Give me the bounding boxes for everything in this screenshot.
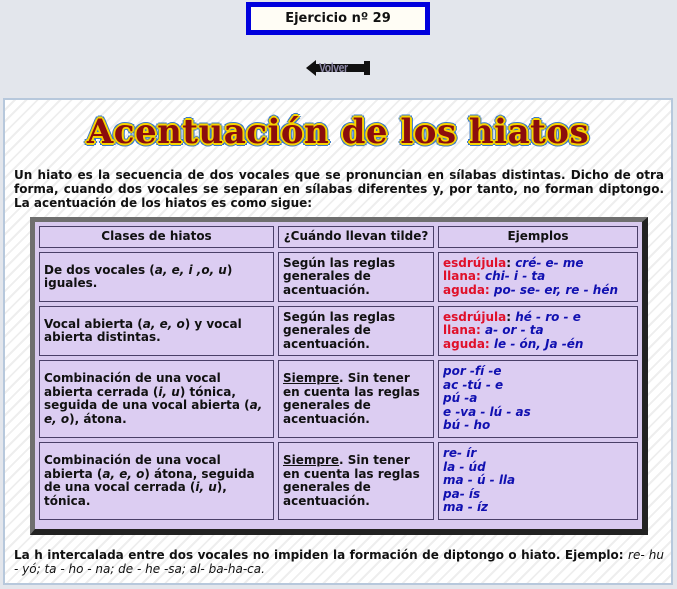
tilde-cell: Siempre. Sin tener en cuenta las reglas generales de acentuación. bbox=[278, 442, 434, 520]
tilde-cell: Siempre. Sin tener en cuenta las reglas generales de acentuación. bbox=[278, 360, 434, 438]
ejemplos-cell: esdrújula: cré- e- me llana: chi- i - ta aguda: po- se- er, re - hén bbox=[438, 252, 638, 302]
ejemplos-cell: re- ír la - úd ma - ú - lla pa- ís ma - íz bbox=[438, 442, 638, 520]
table-header-row bbox=[39, 226, 638, 248]
tilde-cell: Según las reglas generales de acentuación. bbox=[278, 252, 434, 302]
table-row bbox=[39, 360, 638, 438]
ejemplos-cell: por -fí -e ac -tú - e pú -a e -va - lú - as bú - ho bbox=[438, 360, 638, 438]
header-clases: Clases de hiatos bbox=[39, 226, 274, 248]
tilde-cell: Según las reglas generales de acentuación. bbox=[278, 306, 434, 356]
intro-paragraph: Un hiato es la secuencia de dos vocales que se pronuncian en sílabas distintas. Dicho de otra forma, cuando dos vocales se separan en sílabas diferentes y, por tanto, no forman diptongo. La acentuación de los hiatos es como sigue: bbox=[14, 168, 664, 210]
hiatos-table-frame bbox=[30, 217, 648, 535]
header-tilde: ¿Cuándo llevan tilde? bbox=[278, 226, 434, 248]
back-button-label: Volver bbox=[319, 60, 348, 75]
table-row bbox=[39, 252, 638, 302]
page-title: Acentuación de los hiatos bbox=[86, 112, 590, 152]
header-ejemplos: Ejemplos bbox=[438, 226, 638, 248]
table-row bbox=[39, 306, 638, 356]
table-row bbox=[39, 442, 638, 520]
note-examples: re- hu - yó; ta - ho - na; de - he -sa; al- ba-ha-ca. bbox=[14, 548, 664, 576]
clase-cell: Vocal abierta (a, e, o) y vocal abierta distintas. bbox=[39, 306, 274, 356]
content-panel bbox=[3, 98, 673, 585]
back-button[interactable] bbox=[306, 60, 370, 76]
ejemplos-cell: esdrújula: hé - ro - e llana: a- or - ta aguda: le - ón, Ja -én bbox=[438, 306, 638, 356]
clase-cell: Combinación de una vocal abierta cerrada (i, u) tónica, seguida de una vocal abierta (a, e, o), átona. bbox=[39, 360, 274, 438]
clase-cell: Combinación de una vocal abierta (a, e, o) átona, seguida de una vocal cerrada (i, u), tónica. bbox=[39, 442, 274, 520]
exercise-label: Ejercicio nº 29 bbox=[251, 7, 425, 30]
clase-cell: De dos vocales (a, e, i ,o, u) iguales. bbox=[39, 252, 274, 302]
h-note-paragraph: La h intercalada entre dos vocales no impiden la formación de diptongo o hiato. Ejemplo: re- hu - yó; ta - ho - na; de - he -sa; al- ba-ha-ca. bbox=[14, 548, 664, 576]
exercise-badge bbox=[246, 2, 430, 35]
hiatos-table bbox=[35, 222, 642, 524]
